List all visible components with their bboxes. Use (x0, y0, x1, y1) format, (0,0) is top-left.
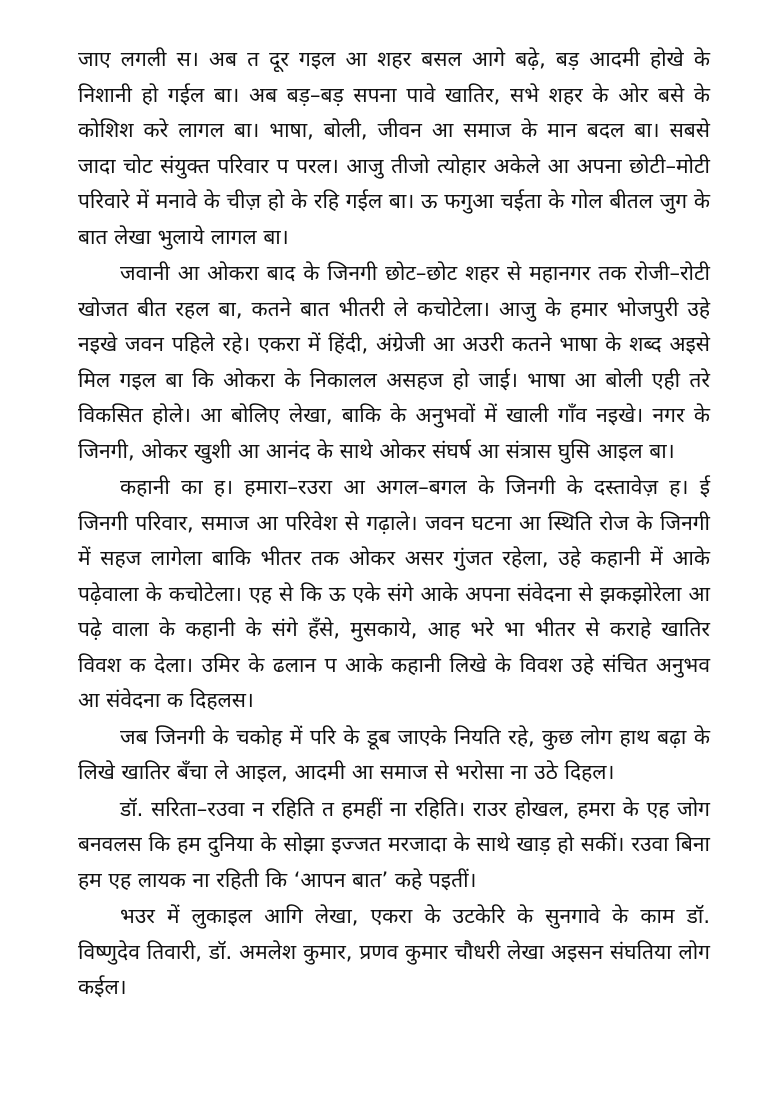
paragraph-4: जब जिनगी के चकोह में परि के डूब जाएके नियति रहे, कुछ लोग हाथ बढ़ा के लिखे खातिर बँचा ले आइल, आदमी आ समाज से भरोसा ना उठे दिहल। (78, 724, 710, 784)
document-page (78, 42, 710, 1072)
paragraph-6: भउर में लुकाइल आगि लेखा, एकरा के उटकेरि के सुनगावे के काम डॉ. विष्णुदेव तिवारी, डॉ. अमलेश कुमार, प्रणव कुमार चौधरी लेखा अइसन संघतिया लोग कईल। (78, 904, 710, 999)
paragraph-2: जवानी आ ओकरा बाद के जिनगी छोट–छोट शहर से महानगर तक रोजी–रोटी खोजत बीत रहल बा, कतने बात भीतरी ले कचोटेला। आजु के हमार भोजपुरी उहे नइखे जवन पहिले रहे। एकरा में हिंदी, अंग्रेजी आ अउरी कतने भाषा के शब्द अइसे मिल गइल बा कि ओकरा के निकालल असहज हो जाई। भाषा आ बोली एही तरे विकसित होले। आ बोलिए लेखा, बाकि के अनुभवों में खाली गाँव नइखे। नगर के जिनगी, ओकर खुशी आ आनंद के साथे ओकर संघर्ष आ संत्रास घुसि आइल बा। (78, 261, 710, 463)
paragraph-3: कहानी का ह। हमारा–रउरा आ अगल–बगल के जिनगी के दस्तावेज़ ह। ई जिनगी परिवार, समाज आ परिवेश से गढ़ाले। जवन घटना आ स्थिति रोज के जिनगी में सहज लागेला बाकि भीतर तक ओकर असर गुंजत रहेला, उहे कहानी में आके पढ़ेवाला के कचोटेला। एह से कि ऊ एके संगे आके अपना संवेदना से झकझोरेला आ पढ़े वाला के कहानी के संगे हँसे, मुसकाये, आह भरे भा भीतर से कराहे खातिर विवश क देला। उमिर के ढलान प आके कहानी लिखे के विवश उहे संचित अनुभव आ संवेदना क दिहलस। (78, 475, 710, 712)
paragraph-5: डॉ. सरिता–रउवा न रहिति त हमहीं ना रहिति। राउर होखल, हमरा के एह जोग बनवलस कि हम दुनिया के सोझा इज्जत मरजादा के साथे खाड़ हो सकीं। रउवा बिना हम एह लायक ना रहिती कि ‘आपन बात’ कहे पइतीं। (78, 796, 710, 892)
paragraph-1: जाए लगली स। अब त दूर गइल आ शहर बसल आगे बढ़े, बड़ आदमी होखे के निशानी हो गईल बा। अब बड़–बड़ सपना पावे खातिर, सभे शहर के ओर बसे के कोशिश करे लागल बा। भाषा, बोली, जीवन आ समाज के मान बदल बा। सबसे जादा चोट संयुक्त परिवार प परल। आजु तीजो त्योहार अकेले आ अपना छोटी–मोटी परिवारे में मनावे के चीज़ हो के रहि गईल बा। ऊ फगुआ चईता के गोल बीतल जुग के बात लेखा भुलाये लागल बा। (78, 47, 710, 249)
